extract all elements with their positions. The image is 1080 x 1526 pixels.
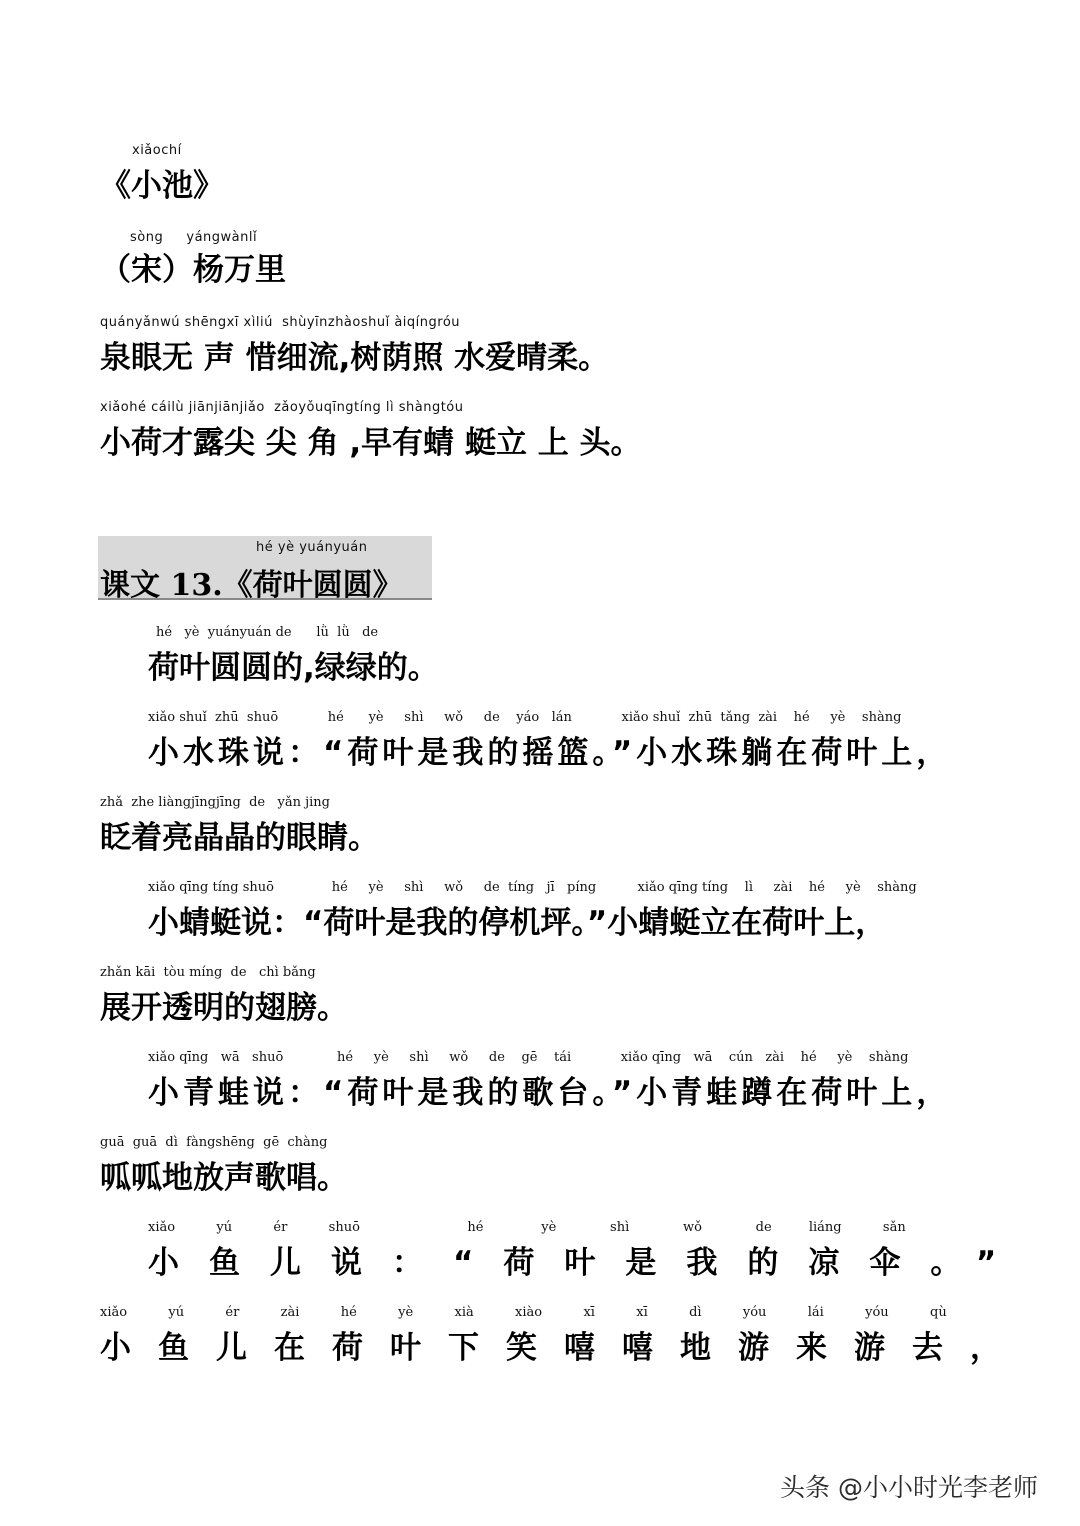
text-line-4-pinyin: xiǎo qīng tíng shuō hé yè shì wǒ de tíng jī píng xiǎo qīng tíng lì zài hé yè shàng [148, 880, 917, 895]
poem-title-pinyin: xiǎochí [132, 143, 182, 158]
text-line-5: 展开透明的翅膀。 [100, 990, 348, 1026]
poem-line-2: 小荷才露尖 尖 角 ,早有蜻 蜓立 上 头。 [100, 425, 642, 461]
lesson-title-pinyin: hé yè yuányuán [256, 540, 368, 555]
text-line-7: 呱呱地放声歌唱。 [100, 1160, 348, 1196]
text-line-1-pinyin: hé yè yuányuán de lǜ lǜ de [156, 625, 379, 640]
text-line-9: 小鱼儿在荷叶下笑嘻嘻地游来游去， [100, 1330, 1028, 1366]
lesson-title: 课文 13.《荷叶圆圆》 [100, 568, 403, 603]
poem-title: 《小池》 [100, 168, 224, 204]
text-line-2-pinyin: xiǎo shuǐ zhū shuō hé yè shì wǒ de yáo lán xiǎo shuǐ zhū tǎng zài hé yè shàng [148, 710, 902, 725]
text-line-6-pinyin: xiǎo qīng wā shuō hé yè shì wǒ de gē tái xiǎo qīng wā cún zài hé yè shàng [148, 1050, 909, 1065]
text-line-1: 荷叶圆圆的,绿绿的。 [148, 650, 439, 686]
text-line-9-pinyin: xiǎo yú ér zài hé yè xià xiào xī xī dì yóu lái yóu qù [100, 1305, 947, 1320]
text-line-3-pinyin: zhǎ zhe liàngjīngjīng de yǎn jing [100, 795, 330, 810]
text-line-6: 小青蛙说：“荷叶是我的歌台。”小青蛙蹲在荷叶上， [148, 1075, 952, 1111]
text-line-4: 小蜻蜓说：“荷叶是我的停机坪。”小蜻蜓立在荷叶上， [148, 905, 887, 941]
text-line-2: 小水珠说：“荷叶是我的摇篮。”小水珠躺在荷叶上， [148, 735, 952, 771]
poem-author-pinyin: sòng yángwànlǐ [130, 230, 258, 245]
poem-line-1-pinyin: quányǎnwú shēngxī xìliú shùyīnzhàoshuǐ àiqíngróu [100, 315, 461, 330]
text-line-7-pinyin: guā guā dì fàngshēng gē chàng [100, 1135, 328, 1150]
poem-line-1: 泉眼无 声 惜细流,树荫照 水爱晴柔。 [100, 340, 610, 376]
text-line-5-pinyin: zhǎn kāi tòu míng de chì bǎng [100, 965, 316, 980]
text-line-3: 眨着亮晶晶的眼睛。 [100, 820, 379, 856]
watermark: 头条 @小小时光李老师 [780, 1473, 1038, 1502]
text-line-8-pinyin: xiǎo yú ér shuō hé yè shì wǒ de liáng sǎn [148, 1220, 906, 1235]
poem-line-2-pinyin: xiǎohé cáilù jiānjiānjiǎo zǎoyǒuqīngtíng lì shàngtóu [100, 400, 464, 415]
poem-author: （宋）杨万里 [100, 252, 286, 288]
text-line-8: 小鱼儿说：“荷叶是我的凉伞。” [148, 1245, 1027, 1281]
